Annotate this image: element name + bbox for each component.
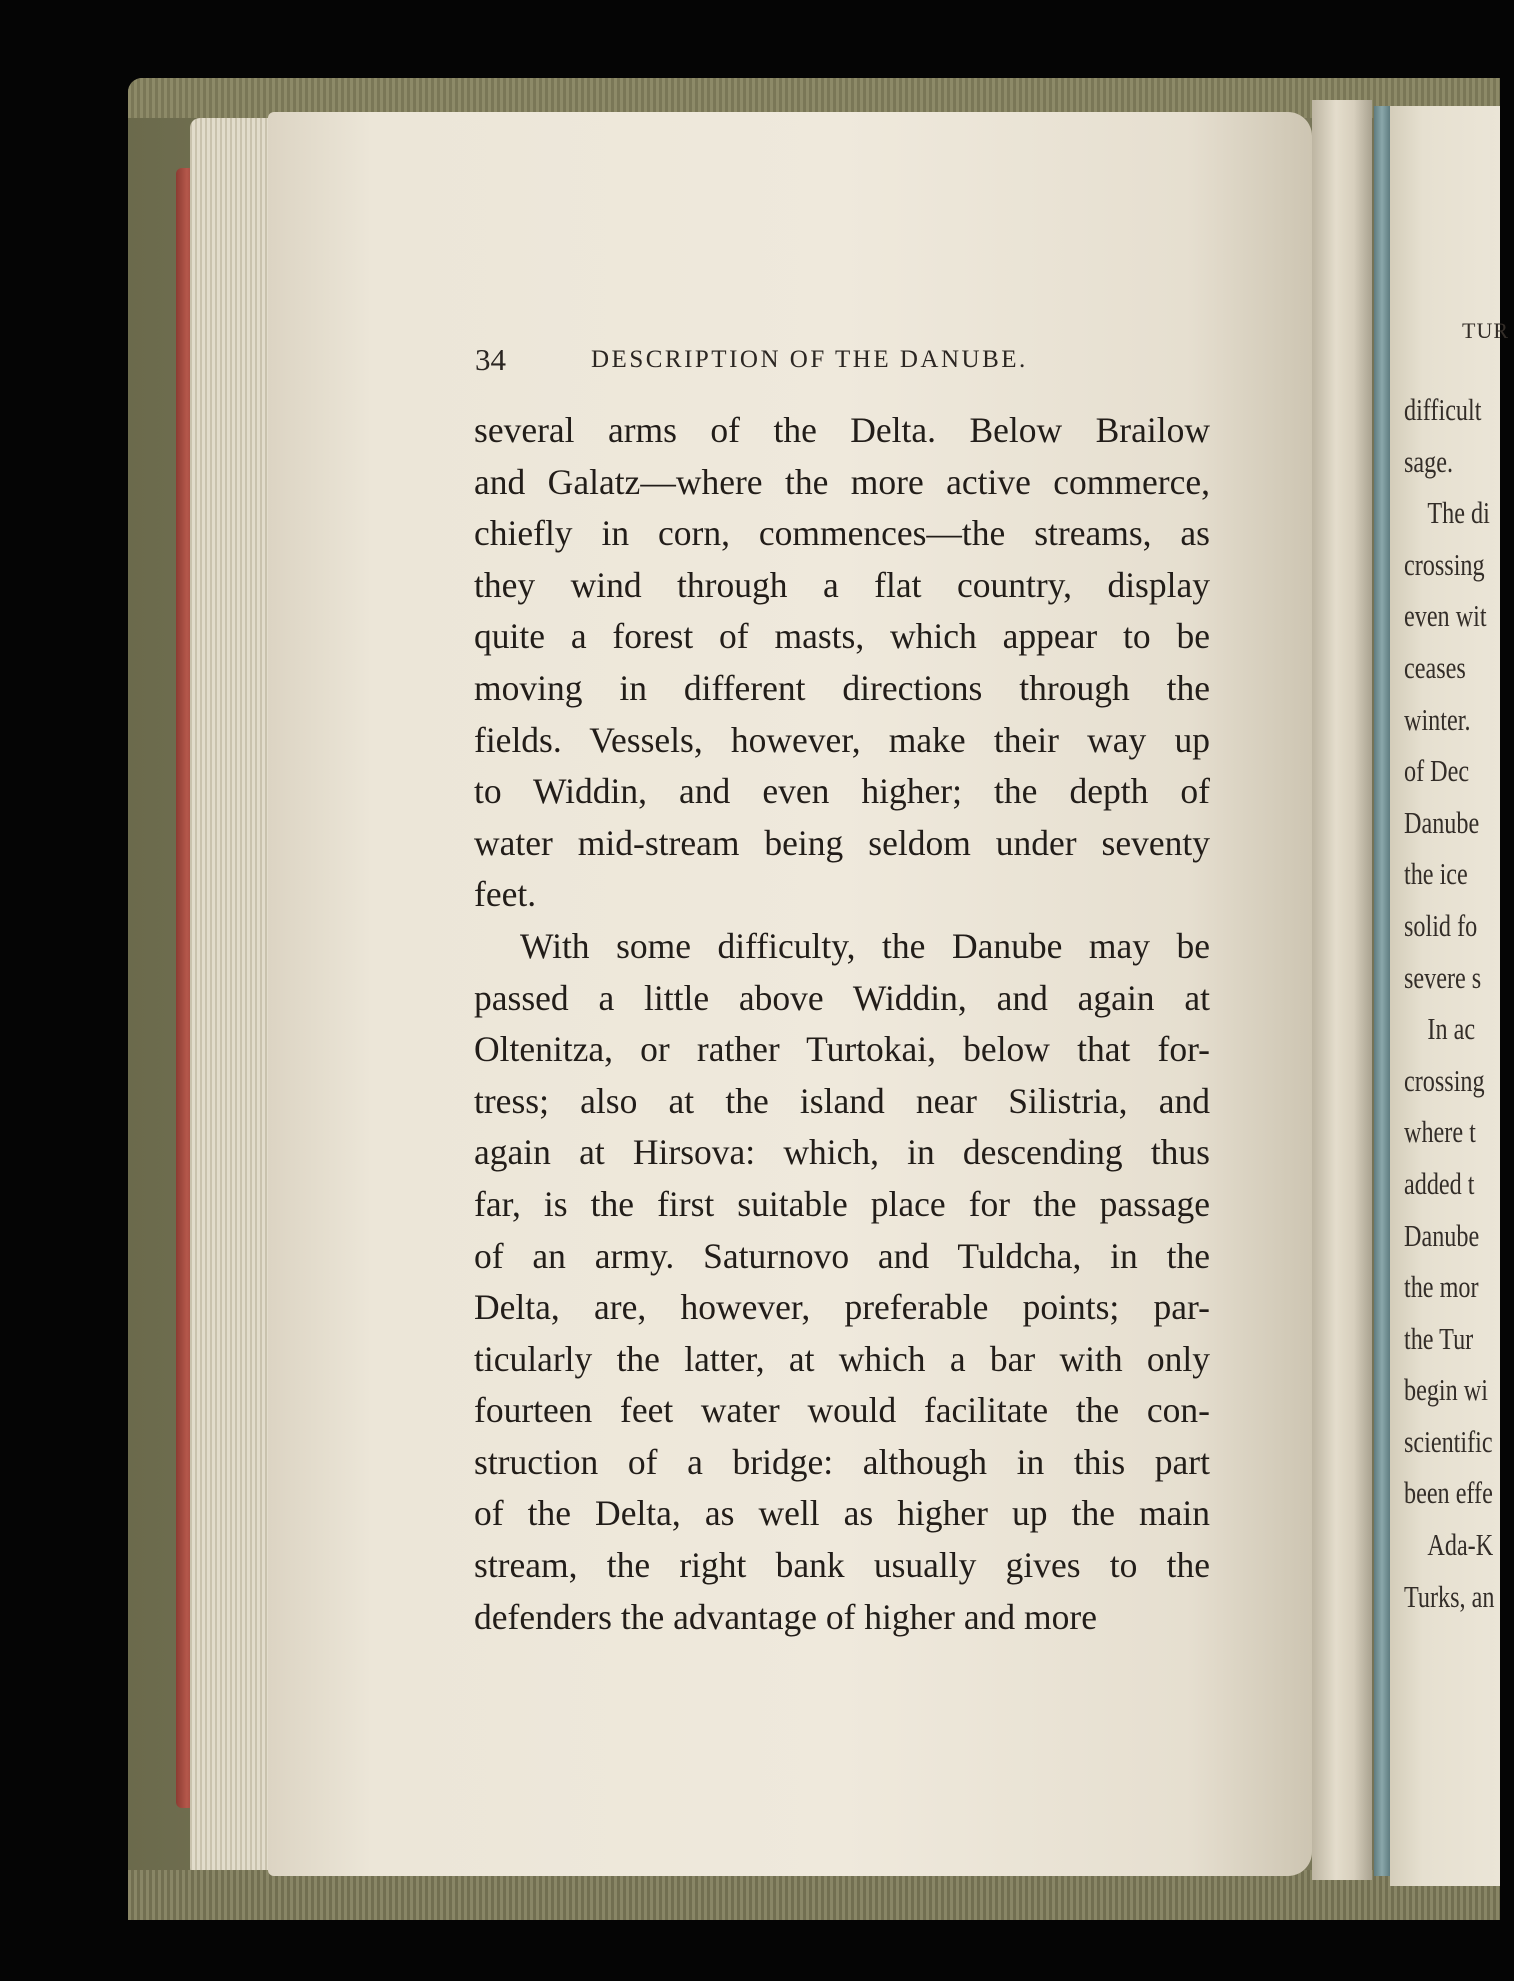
right-text-line: Ada-K xyxy=(1427,1527,1494,1563)
text-line: passed a little above Widdin, and again at xyxy=(474,977,1210,1018)
right-text-line: winter. xyxy=(1404,701,1471,737)
right-text-line: of Dec xyxy=(1404,753,1470,789)
page-number: 34 xyxy=(475,342,506,377)
text-line: ticularly the latter, at which a bar with only xyxy=(474,1338,1210,1379)
text-line: stream, the right bank usually gives to the xyxy=(474,1545,1210,1586)
right-text-line: the Tur xyxy=(1404,1320,1474,1356)
text-line: of the Delta, as well as higher up the main xyxy=(474,1493,1210,1534)
right-text-line: added t xyxy=(1404,1165,1475,1201)
right-text-line: difficult xyxy=(1404,392,1482,427)
right-text-line: In ac xyxy=(1427,1011,1476,1047)
running-head: DESCRIPTION OF THE DANUBE. xyxy=(591,346,1028,373)
paragraph xyxy=(474,405,1210,921)
right-text-line: The di xyxy=(1427,495,1490,531)
book-gutter xyxy=(1312,100,1372,1880)
text-line: With some difficulty, the Danube may be xyxy=(520,925,1210,966)
right-text-line: Turks, an xyxy=(1404,1578,1495,1614)
text-line: again at Hirsova: which, in descending thus xyxy=(474,1132,1210,1173)
right-text-line: Danube xyxy=(1404,1217,1480,1253)
right-text-line: crossing xyxy=(1404,546,1485,582)
text-line: Delta, are, however, preferable points; par- xyxy=(474,1287,1210,1328)
text-line: water mid-stream being seldom under seventy xyxy=(474,822,1210,863)
text-line: fields. Vessels, however, make their way up xyxy=(474,719,1210,760)
text-line: and Galatz—where the more active commerce, xyxy=(474,461,1210,502)
body-text xyxy=(474,405,1210,1643)
right-text-line: the ice xyxy=(1404,856,1468,892)
right-text-line: ceases xyxy=(1404,649,1466,685)
text-line: quite a forest of masts, which appear to be xyxy=(474,616,1210,657)
right-text-line: sage. xyxy=(1404,443,1454,479)
cover-bottom-edge xyxy=(128,1870,1500,1920)
text-line: several arms of the Delta. Below Brailow xyxy=(474,410,1210,450)
text-line: far, is the first suitable place for the passage xyxy=(474,1183,1210,1224)
right-page-edge xyxy=(1374,106,1390,1876)
text-line: struction of a bridge: although in this part xyxy=(474,1441,1210,1482)
right-text-line: begin wi xyxy=(1404,1372,1488,1408)
text-line: to Widdin, and even higher; the depth of xyxy=(474,771,1210,812)
right-text-line: scientific xyxy=(1404,1423,1493,1459)
text-line: chiefly in corn, commences—the streams, as xyxy=(474,513,1210,554)
right-text-line: severe s xyxy=(1404,959,1482,995)
text-line: fourteen feet water would facilitate the con- xyxy=(474,1390,1210,1431)
right-text-line: solid fo xyxy=(1404,907,1478,943)
right-text-line: crossing xyxy=(1404,1062,1485,1098)
right-page-lines xyxy=(1404,384,1514,1622)
right-text-line: even wit xyxy=(1404,598,1487,634)
page-header xyxy=(475,342,1215,382)
right-page-header: TUR xyxy=(1462,318,1509,343)
right-text-line: been effe xyxy=(1404,1475,1493,1511)
text-line: tress; also at the island near Silistria, and xyxy=(474,1080,1210,1121)
text-line: of an army. Saturnovo and Tuldcha, in the xyxy=(474,1235,1210,1276)
right-text-line: the mor xyxy=(1404,1269,1479,1305)
right-text-line: Danube xyxy=(1404,804,1480,840)
paragraph xyxy=(474,921,1210,1643)
text-line: defenders the advantage of higher and more xyxy=(474,1596,1097,1637)
right-text-line: where t xyxy=(1404,1114,1476,1150)
text-line: feet. xyxy=(474,874,537,915)
text-line: Oltenitza, or rather Turtokai, below that for- xyxy=(474,1029,1210,1070)
text-line: they wind through a flat country, display xyxy=(474,564,1210,605)
text-line: moving in different directions through the xyxy=(474,667,1210,708)
